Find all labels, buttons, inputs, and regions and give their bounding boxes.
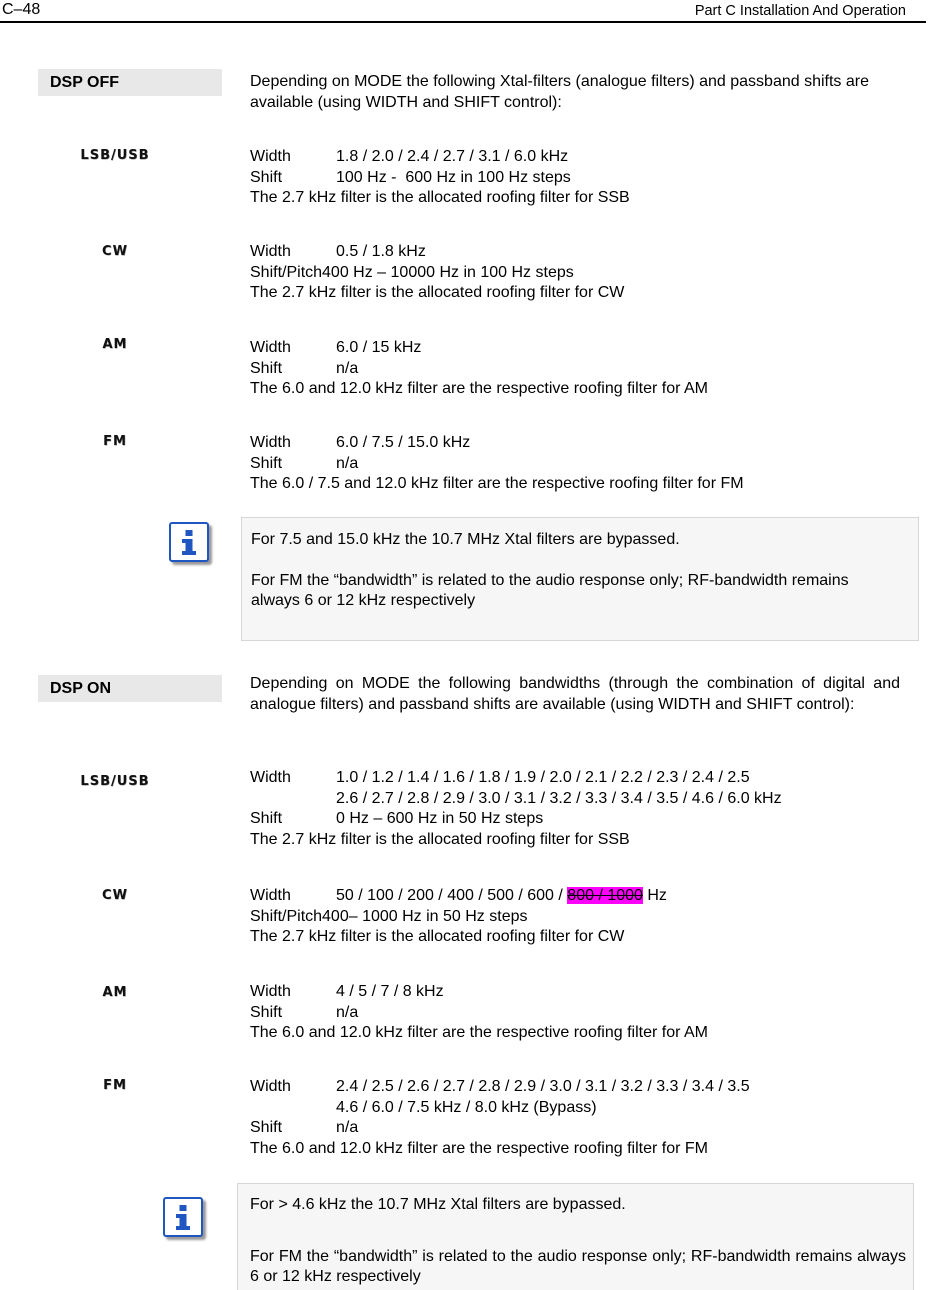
shift-label: Shift	[250, 1119, 283, 1136]
info-note-dsp-on	[237, 1183, 914, 1290]
dsp-off-intro: Depending on MODE the following Xtal-filters (analogue filters) and passband shifts are available (using WIDTH and SHIFT control):	[250, 73, 869, 111]
width-value-unit: Hz	[642, 887, 667, 904]
shift-label: Shift	[250, 454, 283, 472]
width-label: Width	[250, 148, 291, 165]
width-label: Width	[250, 1078, 291, 1095]
dsp-off-fm-block	[250, 433, 900, 495]
shift-pitch-line: Shift/Pitch400– 1000 Hz in 50 Hz steps	[250, 907, 528, 925]
shift-value: n/a	[336, 454, 359, 472]
info-note-line-2: For FM the “bandwidth” is related to the audio response only; RF-bandwidth remains always 6 or 12 kHz respectively	[250, 1247, 906, 1285]
page-number: C–48	[2, 1, 41, 18]
running-header-title: Part C Installation And Operation	[694, 3, 906, 19]
width-value: 6.0 / 7.5 / 15.0 kHz	[336, 434, 471, 451]
header-divider	[0, 21, 926, 23]
shift-label: Shift	[250, 1003, 283, 1021]
mode-label-lsb-usb: LSB/USB	[80, 148, 150, 163]
dsp-on-cw-block	[250, 886, 900, 948]
roofing-note: The 6.0 / 7.5 and 12.0 kHz filter are the respective roofing filter for FM	[250, 475, 744, 492]
shift-value: n/a	[336, 1119, 359, 1136]
shift-label: Shift	[250, 168, 283, 186]
dsp-on-am-block	[250, 982, 900, 1044]
width-label: Width	[250, 434, 291, 451]
width-value: 6.0 / 15 kHz	[336, 339, 422, 356]
shift-value: 0 Hz – 600 Hz in 50 Hz steps	[336, 810, 544, 827]
roofing-note: The 2.7 kHz filter is the allocated roofing filter for SSB	[250, 189, 630, 206]
roofing-note: The 2.7 kHz filter is the allocated roofing filter for SSB	[250, 830, 630, 848]
info-icon	[163, 1197, 203, 1237]
roofing-note: The 2.7 kHz filter is the allocated roofing filter for CW	[250, 928, 625, 945]
mode-label-fm: FM	[103, 1078, 127, 1093]
dsp-off-cw-block	[250, 242, 900, 304]
width-value-struck: 800 / 1000	[567, 887, 643, 904]
dsp-on-lsb-usb-block	[250, 768, 900, 850]
section-heading-dsp-on: DSP ON	[38, 675, 222, 702]
shift-label: Shift	[250, 359, 283, 377]
roofing-note: The 6.0 and 12.0 kHz filter are the respective roofing filter for FM	[250, 1139, 708, 1157]
roofing-note: The 2.7 kHz filter is the allocated roofing filter for CW	[250, 284, 625, 301]
dsp-off-lsb-usb-block	[250, 147, 900, 209]
section-heading-dsp-off: DSP OFF	[38, 69, 222, 96]
width-label: Width	[250, 243, 291, 260]
shift-pitch-line: Shift/Pitch400 Hz – 10000 Hz in 100 Hz steps	[250, 263, 574, 281]
dsp-on-fm-block	[250, 1077, 900, 1159]
mode-label-fm: FM	[103, 434, 127, 449]
shift-value: n/a	[336, 359, 359, 377]
shift-value: 100 Hz - 600 Hz in 100 Hz steps	[336, 168, 571, 186]
mode-label-am: AM	[102, 985, 128, 1000]
width-value: 50 / 100 / 200 / 400 / 500 / 600 /	[336, 887, 568, 904]
dsp-off-am-block	[250, 338, 900, 400]
info-note-line-1: For 7.5 and 15.0 kHz the 10.7 MHz Xtal filters are bypassed.	[251, 531, 680, 548]
width-label: Width	[250, 887, 291, 904]
width-label: Width	[250, 769, 291, 786]
shift-label: Shift	[250, 810, 283, 827]
width-value: 1.0 / 1.2 / 1.4 / 1.6 / 1.8 / 1.9 / 2.0 / 2.1 / 2.2 / 2.3 / 2.4 / 2.5	[336, 769, 750, 786]
info-note-dsp-off	[241, 517, 919, 641]
dsp-on-intro: Depending on MODE the following bandwidths (through the combination of digital and analogue filters) and passband shifts are available (using WIDTH and SHIFT control):	[250, 675, 900, 713]
width-label: Width	[250, 983, 291, 1000]
mode-label-am: AM	[102, 337, 128, 352]
roofing-note: The 6.0 and 12.0 kHz filter are the respective roofing filter for AM	[250, 380, 708, 397]
mode-label-cw: CW	[102, 888, 128, 903]
roofing-note: The 6.0 and 12.0 kHz filter are the respective roofing filter for AM	[250, 1024, 708, 1041]
mode-label-lsb-usb: LSB/USB	[80, 774, 150, 789]
info-note-line-2: For FM the “bandwidth” is related to the audio response only; RF-bandwidth remains always 6 or 12 kHz respectively	[251, 571, 849, 609]
width-value-continued: 4.6 / 6.0 / 7.5 kHz / 8.0 kHz (Bypass)	[336, 1098, 597, 1116]
width-value: 0.5 / 1.8 kHz	[336, 243, 426, 260]
width-value: 1.8 / 2.0 / 2.4 / 2.7 / 3.1 / 6.0 kHz	[336, 148, 569, 165]
info-icon	[169, 522, 209, 562]
info-note-line-1: For > 4.6 kHz the 10.7 MHz Xtal filters are bypassed.	[250, 1196, 626, 1213]
width-value-continued: 2.6 / 2.7 / 2.8 / 2.9 / 3.0 / 3.1 / 3.2 / 3.3 / 3.4 / 3.5 / 4.6 / 6.0 kHz	[336, 789, 782, 807]
mode-label-cw: CW	[102, 244, 128, 259]
width-value: 4 / 5 / 7 / 8 kHz	[336, 983, 444, 1000]
shift-value: n/a	[336, 1003, 359, 1021]
width-label: Width	[250, 339, 291, 356]
width-value: 2.4 / 2.5 / 2.6 / 2.7 / 2.8 / 2.9 / 3.0 / 3.1 / 3.2 / 3.3 / 3.4 / 3.5	[336, 1078, 750, 1095]
